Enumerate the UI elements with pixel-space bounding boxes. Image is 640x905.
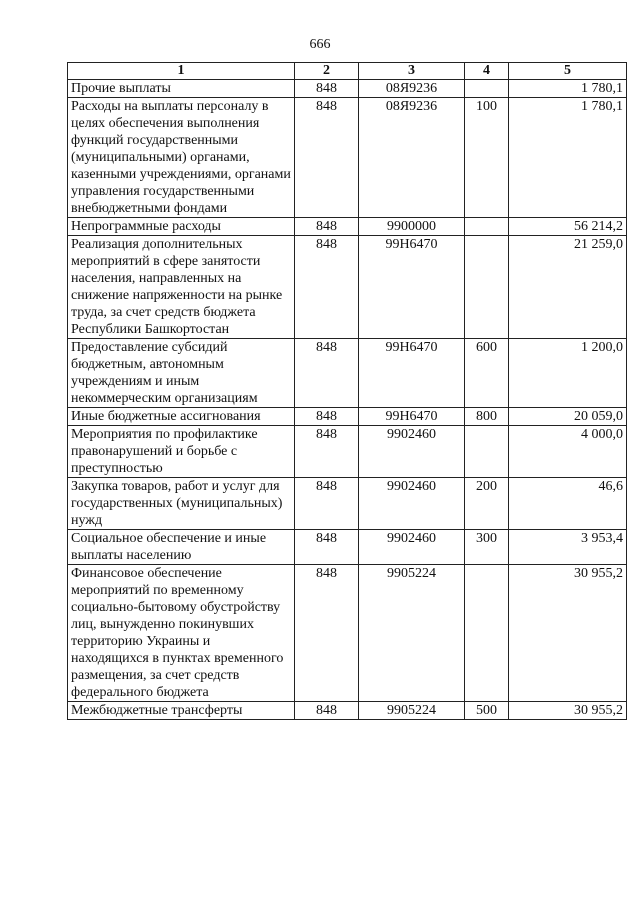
column-header: 4 (465, 63, 509, 80)
row-sum: 21 259,0 (509, 236, 627, 339)
row-name: Непрограммные расходы (68, 218, 295, 236)
table-row (68, 478, 627, 530)
row-name: Расходы на выплаты персоналу в целях обеспечения выполнения функций государственными (муниципальными) органами, казенными учреждениями, органами управления государственными внебюджетными фондами (68, 98, 295, 218)
row-ministry-code: 848 (295, 80, 359, 98)
row-target-code: 9905224 (359, 565, 465, 702)
table-row (68, 565, 627, 702)
row-target-code: 99Н6470 (359, 236, 465, 339)
row-ministry-code: 848 (295, 236, 359, 339)
row-target-code: 9905224 (359, 702, 465, 720)
row-sum: 30 955,2 (509, 565, 627, 702)
row-name: Закупка товаров, работ и услуг для государственных (муниципальных) нужд (68, 478, 295, 530)
row-target-code: 08Я9236 (359, 98, 465, 218)
row-target-code: 99Н6470 (359, 339, 465, 408)
page-number: 666 (309, 37, 331, 52)
row-target-code: 08Я9236 (359, 80, 465, 98)
row-target-code: 9902460 (359, 478, 465, 530)
table-row (68, 236, 627, 339)
row-expense-type: 500 (465, 702, 509, 720)
row-expense-type: 300 (465, 530, 509, 565)
row-sum: 1 780,1 (509, 98, 627, 218)
table-row (68, 80, 627, 98)
row-name: Реализация дополнительных мероприятий в сфере занятости населения, направленных на снижение напряженности на рынке труда, за счет средств бюджета Республики Башкортостан (68, 236, 295, 339)
row-ministry-code: 848 (295, 339, 359, 408)
row-expense-type (465, 218, 509, 236)
row-target-code: 9900000 (359, 218, 465, 236)
row-sum: 20 059,0 (509, 408, 627, 426)
row-target-code: 9902460 (359, 530, 465, 565)
row-ministry-code: 848 (295, 702, 359, 720)
row-expense-type (465, 426, 509, 478)
row-ministry-code: 848 (295, 218, 359, 236)
table-row (68, 408, 627, 426)
row-target-code: 9902460 (359, 426, 465, 478)
row-ministry-code: 848 (295, 530, 359, 565)
row-sum: 1 780,1 (509, 80, 627, 98)
column-header: 3 (359, 63, 465, 80)
row-expense-type (465, 80, 509, 98)
row-sum: 46,6 (509, 478, 627, 530)
row-sum: 1 200,0 (509, 339, 627, 408)
row-ministry-code: 848 (295, 408, 359, 426)
column-header: 5 (509, 63, 627, 80)
table-row (68, 426, 627, 478)
column-header: 2 (295, 63, 359, 80)
row-sum: 4 000,0 (509, 426, 627, 478)
row-name: Предоставление субсидий бюджетным, автономным учреждениям и иным некоммерческим организациям (68, 339, 295, 408)
row-ministry-code: 848 (295, 478, 359, 530)
row-ministry-code: 848 (295, 426, 359, 478)
row-name: Иные бюджетные ассигнования (68, 408, 295, 426)
row-name: Межбюджетные трансферты (68, 702, 295, 720)
row-sum: 56 214,2 (509, 218, 627, 236)
row-expense-type: 600 (465, 339, 509, 408)
row-name: Социальное обеспечение и иные выплаты населению (68, 530, 295, 565)
row-name: Финансовое обеспечение мероприятий по временному социально-бытовому обустройству лиц, вынужденно покинувших территорию Украины и находящихся в пунктах временного размещения, за счет средств федерального бюджета (68, 565, 295, 702)
row-expense-type (465, 236, 509, 339)
table-header-row (68, 63, 627, 80)
column-header: 1 (68, 63, 295, 80)
row-target-code: 99Н6470 (359, 408, 465, 426)
row-sum: 30 955,2 (509, 702, 627, 720)
row-sum: 3 953,4 (509, 530, 627, 565)
row-ministry-code: 848 (295, 565, 359, 702)
row-name: Мероприятия по профилактике правонарушений и борьбе с преступностью (68, 426, 295, 478)
table-row (68, 218, 627, 236)
table-row (68, 530, 627, 565)
row-expense-type: 200 (465, 478, 509, 530)
row-expense-type: 100 (465, 98, 509, 218)
row-expense-type: 800 (465, 408, 509, 426)
table-row (68, 702, 627, 720)
row-name: Прочие выплаты (68, 80, 295, 98)
budget-table (67, 62, 627, 720)
table-row (68, 339, 627, 408)
table-row (68, 98, 627, 218)
row-expense-type (465, 565, 509, 702)
row-ministry-code: 848 (295, 98, 359, 218)
